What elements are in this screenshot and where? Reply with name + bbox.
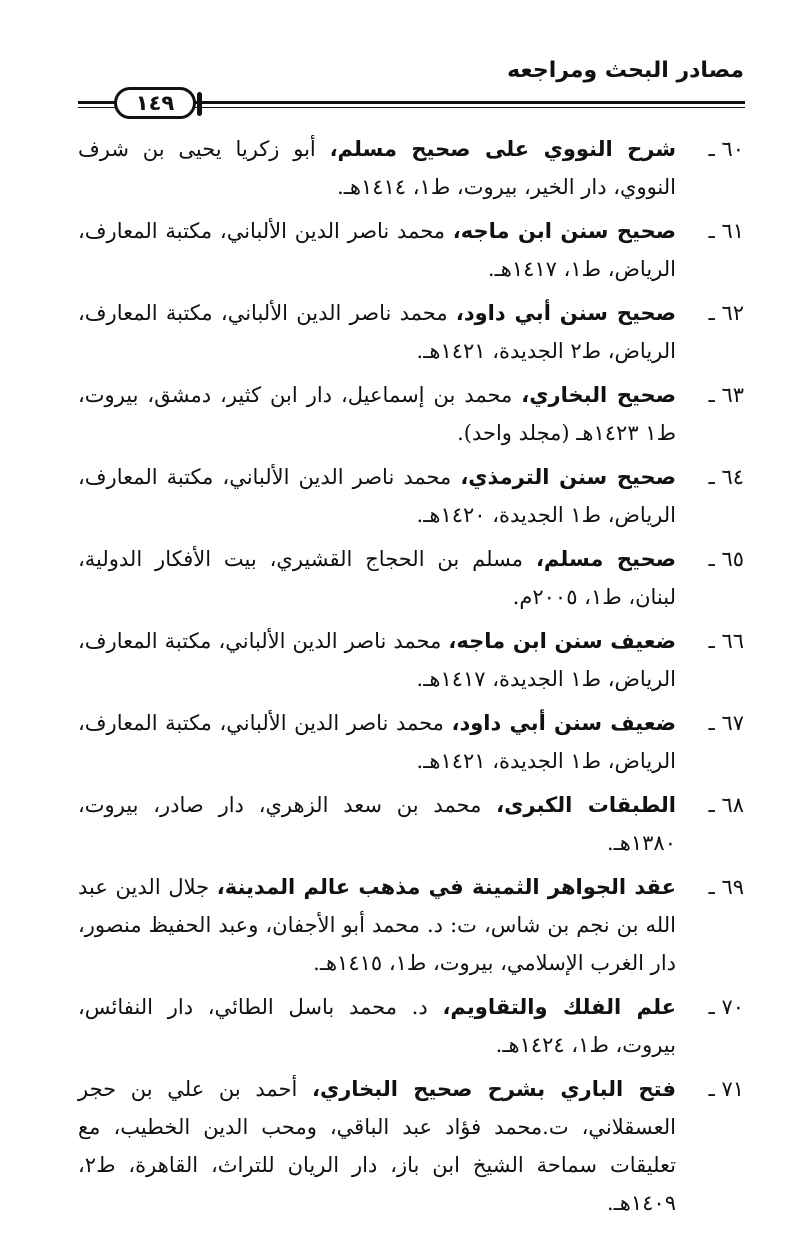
entry-text <box>78 988 676 1064</box>
entry-title: صحيح مسلم، <box>535 547 676 571</box>
entry-text <box>78 868 676 982</box>
entry-number: ٦٣ ـ <box>708 383 744 407</box>
page-number: ١٤٩ <box>114 87 196 119</box>
entry-details: أحمد بن علي بن حجر العسقلاني، ت.محمد فؤاد عبد الباقي، ومحب الدين الخطيب، مع تعليقات سماحة الشيخ ابن باز، دار الريان للتراث، القاهرة، ط٢، ١٤٠٩هـ. <box>78 1077 676 1215</box>
entry-title: فتح الباري بشرح صحيح البخاري، <box>311 1077 676 1101</box>
entry-text <box>78 212 676 288</box>
entry-details: محمد ناصر الدين الألباني، مكتبة المعارف، الرياض، ط٢ الجديدة، ١٤٢١هـ. <box>78 301 676 363</box>
entry-details: محمد ناصر الدين الألباني، مكتبة المعارف، الرياض، ط١ الجديدة، ١٤٢٠هـ. <box>78 465 676 527</box>
bibliography-entry <box>78 786 744 862</box>
entry-text <box>78 458 676 534</box>
entry-details: أبو زكريا يحيى بن شرف النووي، دار الخير، بيروت، ط١، ١٤١٤هـ. <box>78 137 676 199</box>
bibliography-entry <box>78 130 744 206</box>
entry-details: محمد ناصر الدين الألباني، مكتبة المعارف، الرياض، ط١ الجديدة، ١٤٢١هـ. <box>78 711 676 773</box>
bibliography-entry <box>78 622 744 698</box>
entry-number: ٦٢ ـ <box>708 301 744 325</box>
entry-title: صحيح سنن ابن ماجه، <box>452 219 676 243</box>
entry-number: ٦١ ـ <box>708 219 744 243</box>
entry-details: جلال الدين عبد الله بن نجم بن شاس، ت: د. محمد أبو الأجفان، وعبد الحفيظ منصور، دار الغرب الإسلامي، بيروت، ط١، ١٤١٥هـ. <box>78 875 676 975</box>
entry-number: ٦٦ ـ <box>708 629 744 653</box>
entry-text <box>78 294 676 370</box>
entry-number: ٦٤ ـ <box>708 465 744 489</box>
entry-details: محمد بن سعد الزهري، دار صادر، بيروت، ١٣٨٠هـ. <box>78 793 676 855</box>
bibliography-entry <box>78 376 744 452</box>
entry-details: محمد ناصر الدين الألباني، مكتبة المعارف، الرياض، ط١ الجديدة، ١٤١٧هـ. <box>78 629 676 691</box>
entry-title: صحيح سنن أبي داود، <box>455 301 676 325</box>
entry-number: ٦٩ ـ <box>708 875 744 899</box>
entry-number: ٦٧ ـ <box>708 711 744 735</box>
bibliography-entry <box>78 704 744 780</box>
entry-text <box>78 130 676 206</box>
entry-title: عقد الجواهر الثمينة في مذهب عالم المدينة، <box>216 875 676 899</box>
entry-details: مسلم بن الحجاج القشيري، بيت الأفكار الدولية، لبنان، ط١، ٢٠٠٥م. <box>78 547 676 609</box>
entry-text <box>78 1070 676 1222</box>
bibliography-entry <box>78 540 744 616</box>
bibliography-entry <box>78 458 744 534</box>
bibliography-entry <box>78 988 744 1064</box>
bibliography-entry <box>78 1070 744 1222</box>
entry-text <box>78 786 676 862</box>
bibliography-entry <box>78 294 744 370</box>
entry-number: ٦٠ ـ <box>708 137 744 161</box>
entry-details: محمد بن إسماعيل، دار ابن كثير، دمشق، بيروت، ط١ ١٤٢٣هـ (مجلد واحد). <box>78 383 676 445</box>
entry-text <box>78 540 676 616</box>
entry-details: محمد ناصر الدين الألباني، مكتبة المعارف، الرياض، ط١، ١٤١٧هـ. <box>78 219 676 281</box>
entry-title: ضعيف سنن ابن ماجه، <box>448 629 676 653</box>
entry-title: علم الفلك والتقاويم، <box>442 995 676 1019</box>
header-rule <box>78 87 745 121</box>
entry-details: د. محمد باسل الطائي، دار النفائس، بيروت، ط١، ١٤٢٤هـ. <box>78 995 676 1057</box>
entry-title: الطبقات الكبرى، <box>496 793 676 817</box>
entry-text <box>78 704 676 780</box>
entry-title: ضعيف سنن أبي داود، <box>451 711 676 735</box>
entry-text <box>78 622 676 698</box>
entry-title: صحيح سنن الترمذي، <box>460 465 676 489</box>
bibliography-entry <box>78 868 744 982</box>
entry-text <box>78 376 676 452</box>
entry-number: ٧٠ ـ <box>708 995 744 1019</box>
entry-number: ٧١ ـ <box>708 1077 744 1101</box>
entry-title: صحيح البخاري، <box>521 383 676 407</box>
running-title: مصادر البحث ومراجعه <box>507 58 744 83</box>
bibliography-list <box>78 130 744 1228</box>
entry-title: شرح النووي على صحيح مسلم، <box>329 137 676 161</box>
entry-number: ٦٥ ـ <box>708 547 744 571</box>
bibliography-entry <box>78 212 744 288</box>
entry-number: ٦٨ ـ <box>708 793 744 817</box>
